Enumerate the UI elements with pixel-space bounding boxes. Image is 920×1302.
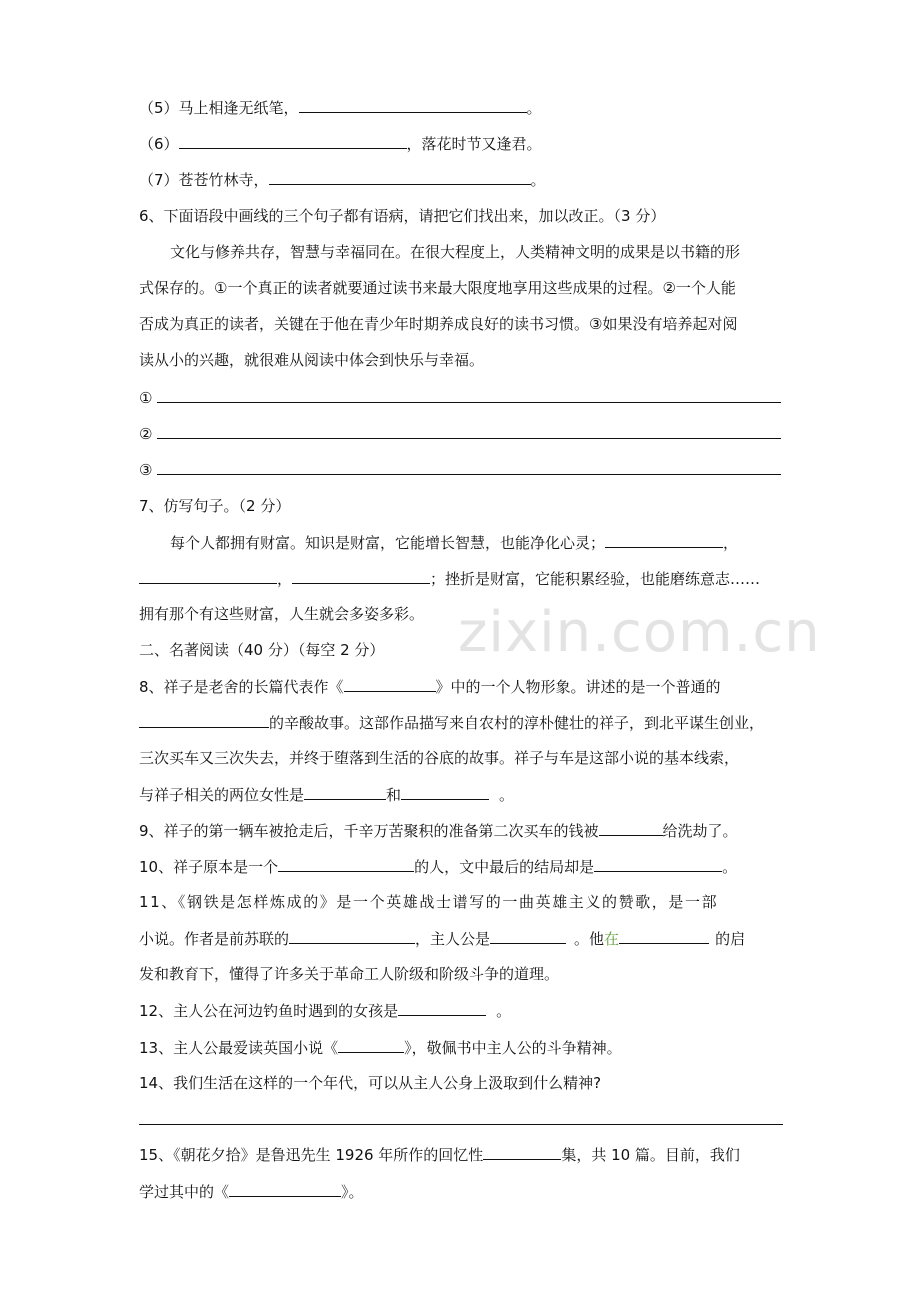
q8-line: 三次买车又三次失去，并终于堕落到生活的谷底的故事。祥子与车是这部小说的基本线索， — [139, 749, 740, 767]
q11-line: 11、《钢铁是怎样炼成的》是一个英雄战士谱写的一曲英雄主义的赞歌，是一部 — [139, 893, 719, 911]
question-6-title: 6、下面语段中画线的三个句子都有语病，请把它们找出来，加以改正。（3 分） — [139, 207, 666, 225]
q6-answer-1: ① — [139, 386, 784, 409]
answer-blank[interactable] — [289, 927, 415, 944]
answer-blank[interactable] — [398, 999, 486, 1016]
answer-blank[interactable] — [157, 386, 781, 403]
poem-line-7: （7）苍苍竹林寺， 。 — [139, 168, 784, 191]
q7-line: ， ；挫折是财富，它能积累经验，也能磨练意志…… — [139, 567, 784, 590]
question-7-title: 7、仿写句子。（2 分） — [139, 497, 291, 515]
answer-blank[interactable] — [179, 132, 407, 149]
q7-line: 拥有那个有这些财富，人生就会多姿多彩。 — [139, 605, 425, 623]
answer-blank[interactable] — [269, 168, 531, 185]
answer-blank[interactable] — [401, 783, 489, 800]
answer-blank[interactable] — [599, 819, 663, 836]
answer-blank[interactable] — [483, 1143, 561, 1160]
answer-blank[interactable] — [344, 675, 436, 692]
watermark: zixin.com.cn — [458, 600, 821, 665]
answer-blank[interactable] — [304, 783, 386, 800]
q9-line: 9、祥子的第一辆车被抢走后，千辛万苦聚积的准备第二次买车的钱被 给洗劫了。 — [139, 819, 784, 842]
answer-blank[interactable] — [139, 567, 277, 584]
answer-blank[interactable] — [338, 1036, 404, 1053]
q14-line: 14、我们生活在这样的一个年代，可以从主人公身上汲取到什么精神? — [139, 1074, 602, 1092]
q6-answer-3: ③ — [139, 458, 784, 481]
q6-passage-line: 读从小的兴趣，就很难从阅读中体会到快乐与幸福。 — [139, 351, 485, 369]
q15-line: 学过其中的《 》。 — [139, 1180, 784, 1203]
q10-line: 10、祥子原本是一个 的人，文中最后的结局却是 。 — [139, 855, 784, 878]
q15-line: 15、《朝花夕拾》是鲁迅先生 1926 年所作的回忆性 集，共 10 篇。目前，我们 — [139, 1143, 784, 1166]
answer-blank[interactable] — [490, 927, 566, 944]
answer-blank[interactable] — [278, 855, 414, 872]
poem-line-5: （5）马上相逢无纸笔， 。 — [139, 96, 784, 119]
q13-line: 13、主人公最爱读英国小说《 》，敬佩书中主人公的斗争精神。 — [139, 1036, 784, 1059]
answer-blank[interactable] — [139, 711, 269, 728]
answer-blank[interactable] — [605, 531, 723, 548]
answer-blank[interactable] — [594, 855, 722, 872]
q6-passage-line: 式保存的。①一个真正的读者就要通过读书来最大限度地享用这些成果的过程。②一个人能 — [139, 279, 736, 297]
q8-line: 的辛酸故事。这部作品描写来自农村的淳朴健壮的祥子，到北平谋生创业， — [139, 711, 784, 734]
answer-blank[interactable] — [299, 96, 527, 113]
answer-blank[interactable] — [157, 422, 781, 439]
q6-answer-2: ② — [139, 422, 784, 445]
q14-answer-line[interactable] — [139, 1124, 783, 1125]
q8-line: 与祥子相关的两位女性是 和 。 — [139, 783, 784, 806]
q11-line: 小说。作者是前苏联的 ，主人公是 。他在 的启 — [139, 927, 784, 950]
q6-passage-line: 文化与修养共存，智慧与幸福同在。在很大程度上，人类精神文明的成果是以书籍的形 — [170, 243, 741, 261]
answer-blank[interactable] — [619, 927, 709, 944]
q8-line: 8、祥子是老舍的长篇代表作《 》中的一个人物形象。讲述的是一个普通的 — [139, 675, 784, 698]
section-heading: 二、名著阅读（40 分）（每空 2 分） — [139, 641, 385, 659]
q6-passage-line: 否成为真正的读者，关键在于他在青少年时期养成良好的读书习惯。③如果没有培养起对阅 — [139, 315, 738, 333]
answer-blank[interactable] — [292, 567, 430, 584]
q12-line: 12、主人公在河边钓鱼时遇到的女孩是 。 — [139, 999, 784, 1022]
q7-line: 每个人都拥有财富。知识是财富，它能增长智慧，也能净化心灵； ， — [170, 531, 784, 554]
answer-blank[interactable] — [157, 458, 781, 475]
answer-blank[interactable] — [229, 1180, 341, 1197]
poem-line-6: （6） ，落花时节又逢君。 — [139, 132, 784, 155]
q11-line: 发和教育下，懂得了许多关于革命工人阶级和阶级斗争的道理。 — [139, 965, 560, 983]
